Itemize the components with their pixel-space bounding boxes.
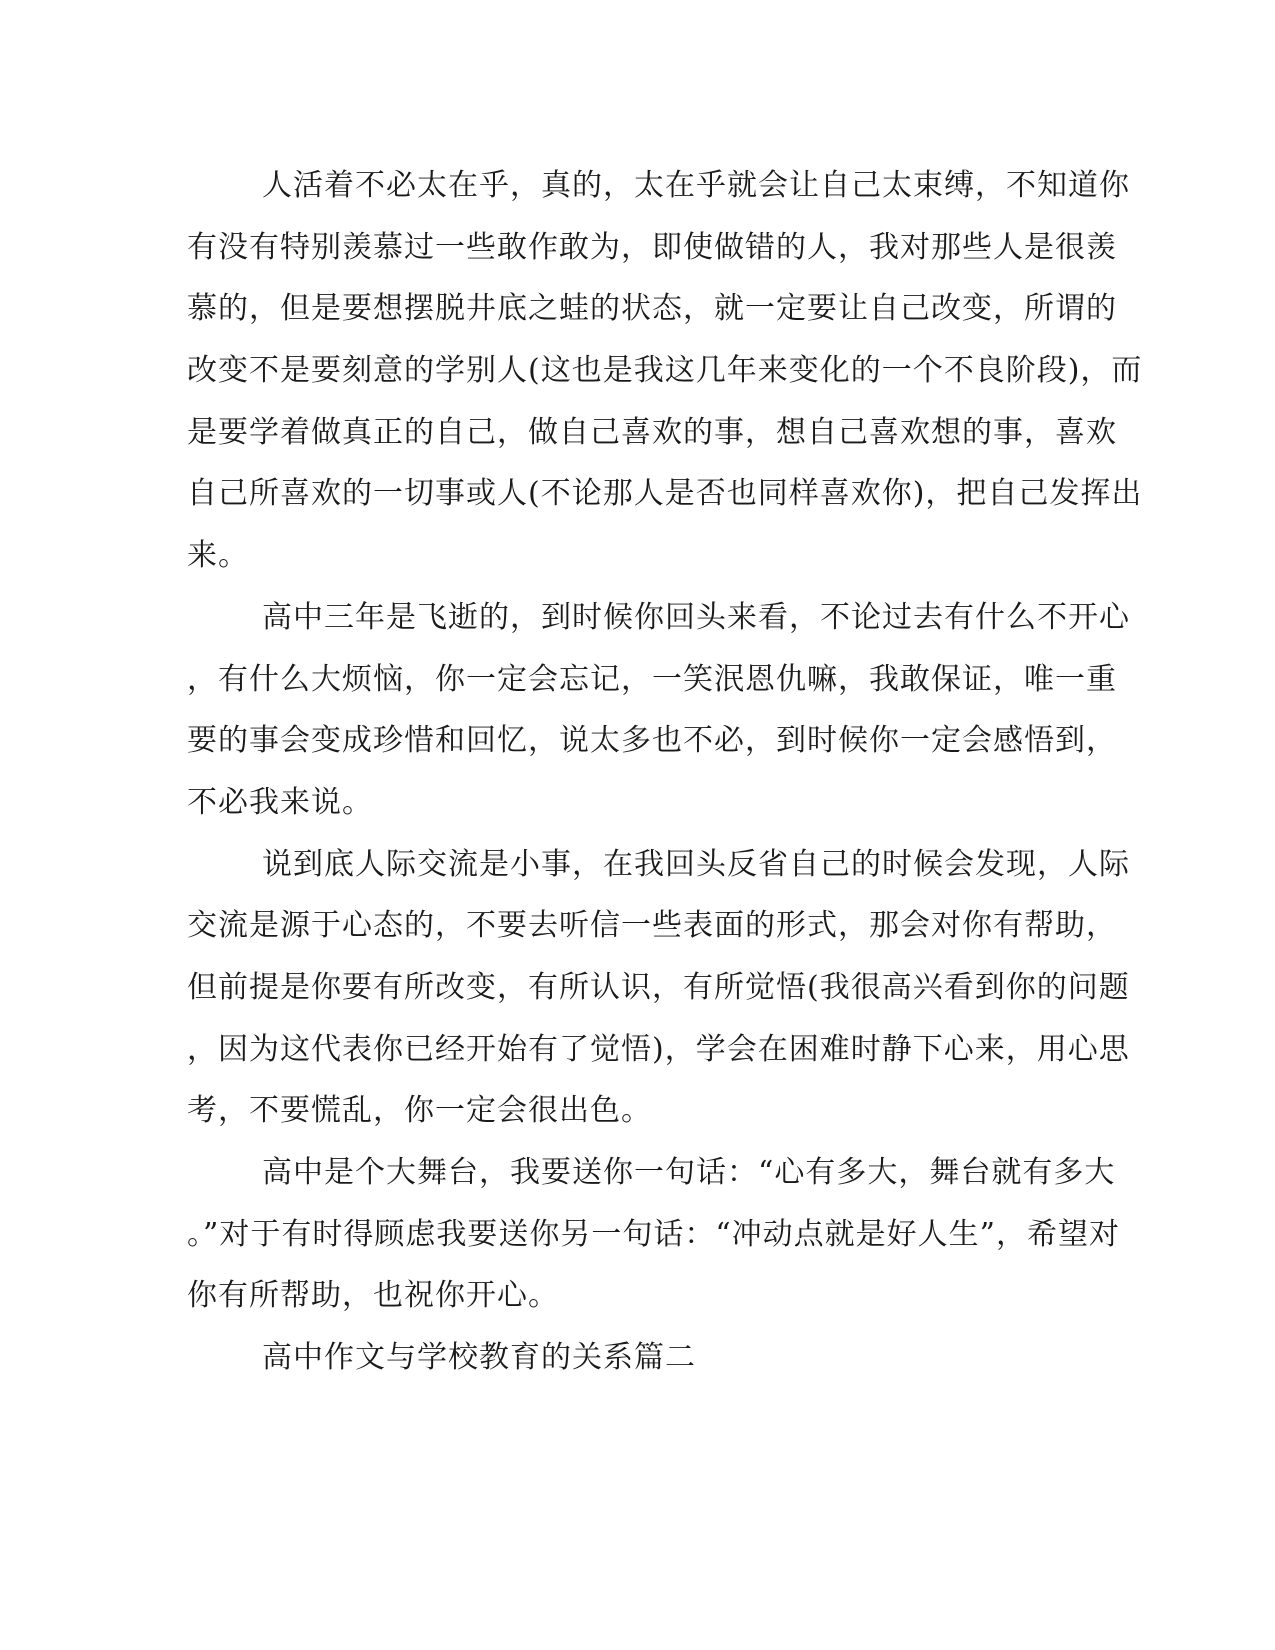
paragraph-3 <box>187 834 1130 1142</box>
text-line: 自己所喜欢的一切事或人(不论那人是否也同样喜欢你)，把自己发挥出 <box>187 476 1143 512</box>
section-heading <box>187 1327 1079 1389</box>
text-line: 考，不要慌乱，你一定会很出色。 <box>187 1093 652 1129</box>
text-line: 是要学着做真正的自己，做自己喜欢的事，想自己喜欢想的事，喜欢 <box>187 414 1117 450</box>
text-line: 说到底人际交流是小事，在我回头反省自己的时候会发现，人际 <box>262 846 1130 882</box>
text-line: 改变不是要刻意的学别人(这也是我这几年来变化的一个不良阶段)，而 <box>187 353 1143 389</box>
paragraph-1 <box>187 155 1143 587</box>
text-line: 你有所帮助，也祝你开心。 <box>187 1278 559 1314</box>
text-line: 要的事会变成珍惜和回忆，说太多也不必，到时候你一定会感悟到， <box>187 723 1117 759</box>
text-line: 来。 <box>187 538 249 574</box>
paragraph-4 <box>187 1142 1121 1327</box>
heading-line: 高中作文与学校教育的关系篇二 <box>262 1340 696 1376</box>
text-line: ，有什么大烦恼，你一定会忘记，一笑泯恩仇嘛，我敢保证，唯一重 <box>187 661 1117 697</box>
paragraph-2 <box>187 587 1130 834</box>
text-line: ，因为这代表你已经开始有了觉悟)，学会在困难时静下心来，用心思 <box>187 1031 1130 1067</box>
text-line: 高中三年是飞逝的，到时候你回头来看，不论过去有什么不开心 <box>262 599 1130 635</box>
text-line: 慕的，但是要想摆脱井底之蛙的状态，就一定要让自己改变，所谓的 <box>187 291 1117 327</box>
text-line: 有没有特别羡慕过一些敢作敢为，即使做错的人，我对那些人是很羡 <box>187 229 1117 265</box>
text-line: 高中是个大舞台，我要送你一句话：“心有多大，舞台就有多大 <box>262 1155 1116 1190</box>
body-text <box>187 155 1143 1389</box>
text-line: 交流是源于心态的，不要去听信一些表面的形式，那会对你有帮助， <box>187 908 1117 944</box>
text-line: 不必我来说。 <box>187 784 373 820</box>
text-line: 。”对于有时得顾虑我要送你另一句话：“冲动点就是好人生”，希望对 <box>187 1216 1121 1252</box>
text-line: 但前提是你要有所改变，有所认识，有所觉悟(我很高兴看到你的问题 <box>187 969 1130 1005</box>
text-line: 人活着不必太在乎，真的，太在乎就会让自己太束缚，不知道你 <box>262 168 1130 203</box>
